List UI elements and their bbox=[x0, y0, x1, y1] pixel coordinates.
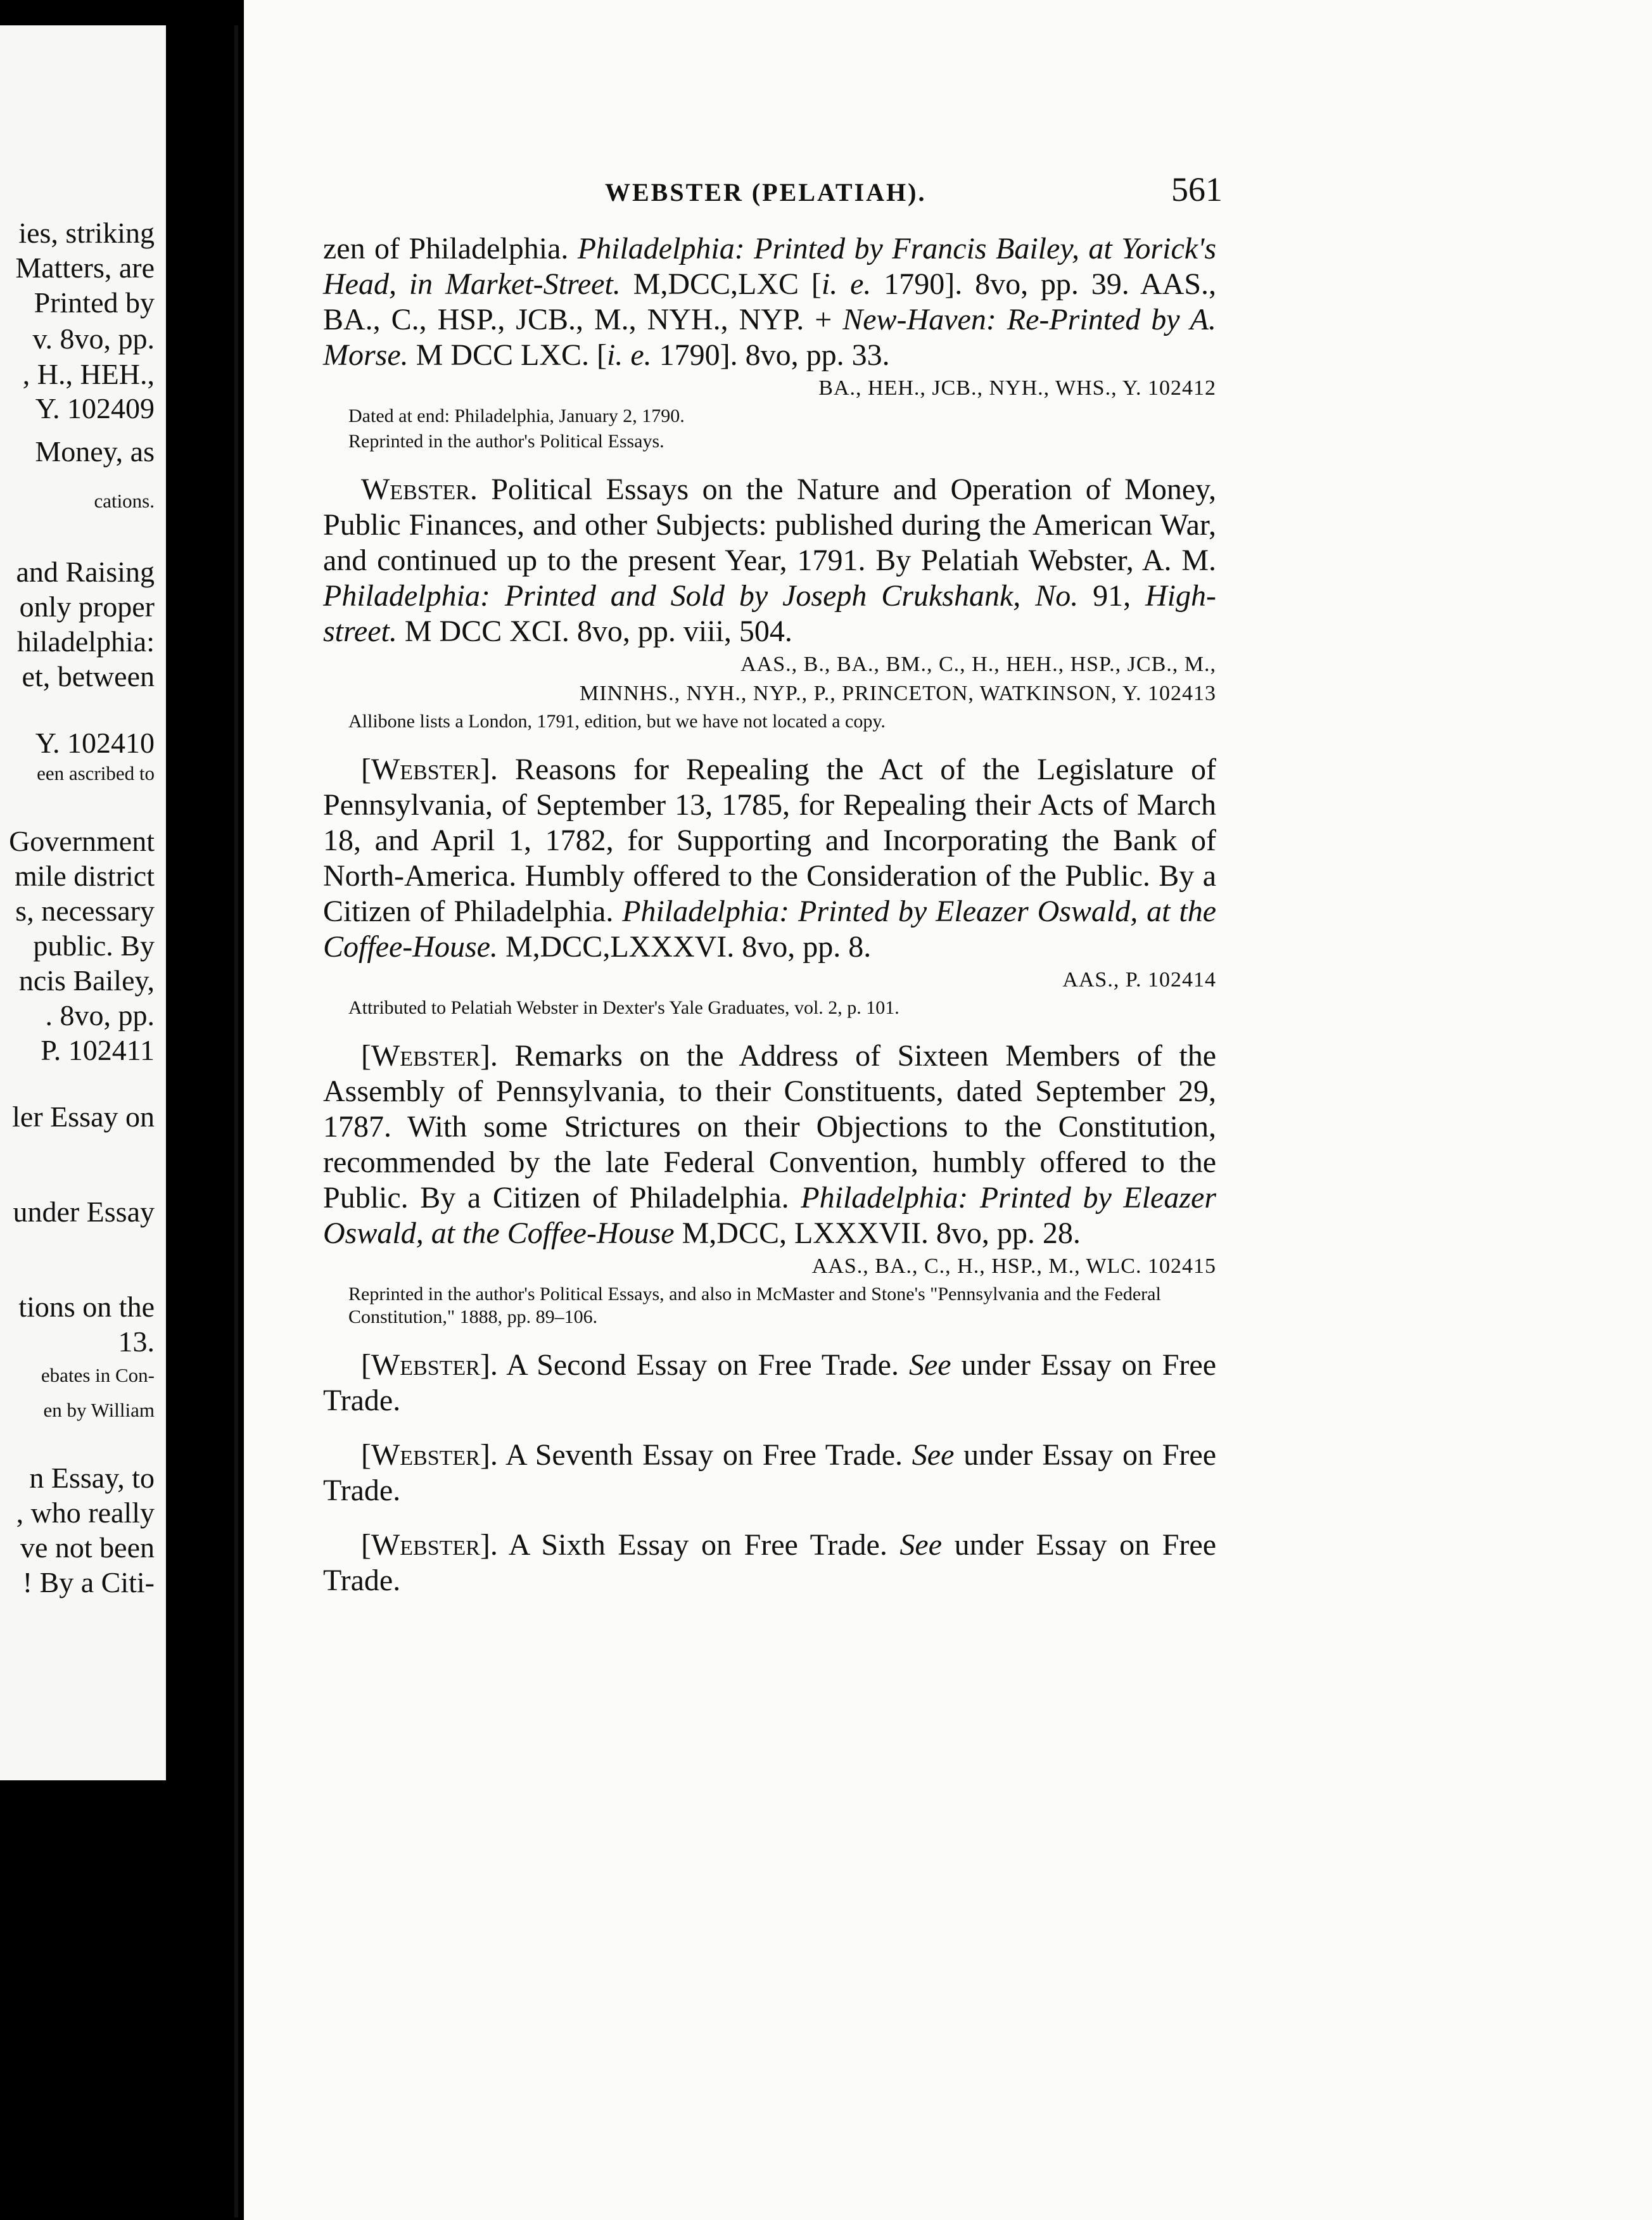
left-page-line: s, necessary bbox=[15, 895, 155, 927]
left-page-line: en by William bbox=[43, 1399, 155, 1421]
entry-text-run: ]. Reasons for Repealing the Act of the Legislature of Pennsylvania, of September 13, 1785, for Repealing their Acts of March 18, and April 1, 1782, for Supporting and Incorporating the Bank of North-America. Humbly offered to the Consideration of the Public. By a Citizen of Philadelphia. bbox=[323, 753, 1216, 928]
left-page-line: ve not been bbox=[20, 1531, 155, 1564]
left-page-line: Printed by bbox=[34, 286, 155, 319]
entry-note: Reprinted in the author's Political Essays, and also in McMaster and Stone's "Pennsylvania and the Federal Constitution," 1888, pp. 89–106. bbox=[348, 1284, 1161, 1327]
entry-text-run: 1790]. 8vo, pp. 39. AAS., BA., C., HSP., JCB., M., NYH., NYP. + bbox=[323, 267, 1217, 336]
entry-text-run: [ bbox=[361, 1528, 371, 1562]
entry-text-run: i. e. bbox=[607, 338, 652, 372]
bibliography-entry bbox=[323, 1348, 1216, 1419]
holdings-line: AAS., BA., C., H., HSP., M., WLC. 102415 bbox=[811, 1254, 1216, 1278]
entry-text-run: Webster bbox=[371, 1039, 480, 1073]
left-page-line: mile district bbox=[14, 860, 155, 892]
entry-text-run: 1790]. 8vo, pp. 33. bbox=[651, 338, 890, 372]
entry-note: Allibone lists a London, 1791, edition, but we have not located a copy. bbox=[348, 711, 886, 732]
entry-note: Reprinted in the author's Political Essays. bbox=[348, 431, 664, 452]
bibliography-entry bbox=[323, 1038, 1216, 1329]
bibliography-entry bbox=[323, 472, 1216, 733]
bibliography-entry bbox=[323, 231, 1216, 453]
left-page-line: . 8vo, pp. bbox=[45, 999, 155, 1031]
entry-text-run: M DCC XCI. 8vo, pp. viii, 504. bbox=[397, 615, 792, 648]
entry-text-run: Philadelphia: Printed and Sold by Joseph Crukshank, No. bbox=[323, 579, 1079, 613]
page-header bbox=[580, 170, 1223, 214]
left-page-line: ! By a Citi- bbox=[22, 1566, 155, 1598]
bibliography-entry bbox=[323, 1438, 1216, 1509]
left-page-line: 13. bbox=[118, 1325, 155, 1358]
holdings-line: AAS., P. 102414 bbox=[1062, 968, 1216, 992]
entry-text-run: [ bbox=[361, 753, 371, 786]
left-page-line: n Essay, to bbox=[29, 1462, 155, 1494]
running-head: WEBSTER (PELATIAH). bbox=[605, 178, 927, 207]
entry-paragraph bbox=[323, 1438, 1216, 1509]
left-page-line: tions on the bbox=[18, 1291, 155, 1323]
entry-text-run: Webster bbox=[371, 1348, 480, 1382]
left-page-line: ler Essay on bbox=[12, 1100, 155, 1133]
left-page-line: v. 8vo, pp. bbox=[32, 322, 155, 355]
left-page-line: only proper bbox=[19, 590, 155, 623]
left-page-line: P. 102411 bbox=[41, 1034, 155, 1066]
left-page-line: Money, as bbox=[35, 435, 155, 468]
entry-text-run: i. e. bbox=[821, 267, 872, 301]
entry-paragraph bbox=[323, 231, 1216, 373]
bibliography-entry bbox=[323, 1528, 1216, 1598]
entry-text-run: Philadelphia: Printed by Eleazer Oswald, at the Coffee-House. bbox=[323, 895, 1216, 964]
bibliography-entries bbox=[323, 231, 1216, 1617]
left-page-line: public. By bbox=[33, 929, 155, 962]
entry-text-run: under Essay on Free Trade. bbox=[323, 1348, 1217, 1417]
entry-text-run: M DCC LXC. [ bbox=[408, 338, 607, 372]
entry-text-run: Webster bbox=[371, 753, 480, 786]
left-page-line: , who really bbox=[16, 1496, 155, 1529]
left-page-line: cations. bbox=[94, 490, 155, 512]
left-page-fragment bbox=[0, 25, 166, 1780]
entry-text-run: See bbox=[912, 1438, 955, 1472]
entry-paragraph bbox=[323, 1528, 1216, 1598]
entry-text-run: New-Haven: Re-Printed by A. Morse. bbox=[323, 303, 1216, 372]
entry-paragraph bbox=[323, 752, 1216, 965]
entry-text-run: [ bbox=[361, 1039, 371, 1073]
holdings-line: AAS., B., BA., BM., C., H., HEH., HSP., JCB., M., bbox=[740, 653, 1216, 676]
left-page-line: hiladelphia: bbox=[16, 625, 155, 658]
left-page-line: Y. 102410 bbox=[35, 727, 155, 759]
entry-text-run: M,DCC,LXXXVI. 8vo, pp. 8. bbox=[497, 930, 872, 964]
entry-paragraph bbox=[323, 472, 1216, 649]
left-page-line: , H., HEH., bbox=[22, 358, 155, 390]
entry-paragraph bbox=[323, 1038, 1216, 1251]
entry-text-run: ]. A Sixth Essay on Free Trade. bbox=[480, 1528, 900, 1562]
entry-text-run: [ bbox=[361, 1348, 371, 1382]
left-page-line: een ascribed to bbox=[37, 762, 155, 784]
entry-text-run: Webster bbox=[361, 473, 470, 506]
holdings-line: BA., HEH., JCB., NYH., WHS., Y. 102412 bbox=[818, 376, 1216, 400]
entry-text-run: [ bbox=[361, 1438, 371, 1472]
entry-text-run: Webster bbox=[371, 1528, 480, 1562]
left-page-line: et, between bbox=[22, 660, 155, 692]
entry-text-run: Philadelphia: Printed by Francis Bailey, at Yorick's Head, in Market-Street. bbox=[323, 232, 1216, 301]
entry-text-run: Philadelphia: Printed by Eleazer Oswald, at the Coffee-House bbox=[323, 1181, 1217, 1250]
left-page-line: Matters, are bbox=[15, 252, 155, 284]
entry-text-run: ]. A Seventh Essay on Free Trade. bbox=[480, 1438, 912, 1472]
page-number: 561 bbox=[1171, 170, 1223, 208]
entry-text-run: ]. Remarks on the Address of Sixteen Members of the Assembly of Pennsylvania, to their Constituents, dated September 29, 1787. With some Strictures on their Objections to the Constitution, recommended by the late Federal Convention, humbly offered to the Public. By a Citizen of Philadelphia. bbox=[323, 1039, 1216, 1215]
page-gutter bbox=[234, 25, 238, 2217]
entry-text-run: under Essay on Free Trade. bbox=[323, 1528, 1216, 1597]
left-page-line: and Raising bbox=[16, 556, 155, 588]
left-page-line: Y. 102409 bbox=[35, 392, 155, 424]
left-page-line: under Essay bbox=[13, 1196, 155, 1228]
left-page-line: ncis Bailey, bbox=[18, 964, 155, 997]
entry-text-run: M,DCC,LXC [ bbox=[620, 267, 822, 301]
entry-text-run: Webster bbox=[371, 1438, 480, 1472]
entry-paragraph bbox=[323, 1348, 1216, 1419]
left-page-line: Government bbox=[9, 825, 155, 857]
entry-text-run: High-street. bbox=[323, 579, 1216, 648]
left-page-line: ebates in Con- bbox=[41, 1364, 155, 1386]
left-page-line: ies, striking bbox=[18, 217, 155, 249]
entry-text-run: 91, bbox=[1078, 579, 1146, 613]
entry-text-run: See bbox=[908, 1348, 951, 1382]
entry-note: Dated at end: Philadelphia, January 2, 1790. bbox=[348, 405, 685, 426]
entry-text-run: zen of Philadelphia. bbox=[323, 232, 578, 265]
entry-text-run: M,DCC, LXXXVII. 8vo, pp. 28. bbox=[674, 1216, 1081, 1250]
entry-text-run: under Essay on Free Trade. bbox=[323, 1438, 1217, 1507]
bibliography-entry bbox=[323, 752, 1216, 1019]
entry-text-run: . Political Essays on the Nature and Operation of Money, Public Finances, and other Subjects: published during the American War, and continued up to the present Year, 1791. By Pelatiah Webster, A. M. bbox=[323, 473, 1216, 577]
entry-text-run: See bbox=[899, 1528, 943, 1562]
holdings-line: MINNHS., NYH., NYP., P., PRINCETON, WATKINSON, Y. 102413 bbox=[580, 682, 1216, 705]
entry-text-run: ]. A Second Essay on Free Trade. bbox=[480, 1348, 909, 1382]
entry-note: Attributed to Pelatiah Webster in Dexter's Yale Graduates, vol. 2, p. 101. bbox=[348, 997, 899, 1018]
